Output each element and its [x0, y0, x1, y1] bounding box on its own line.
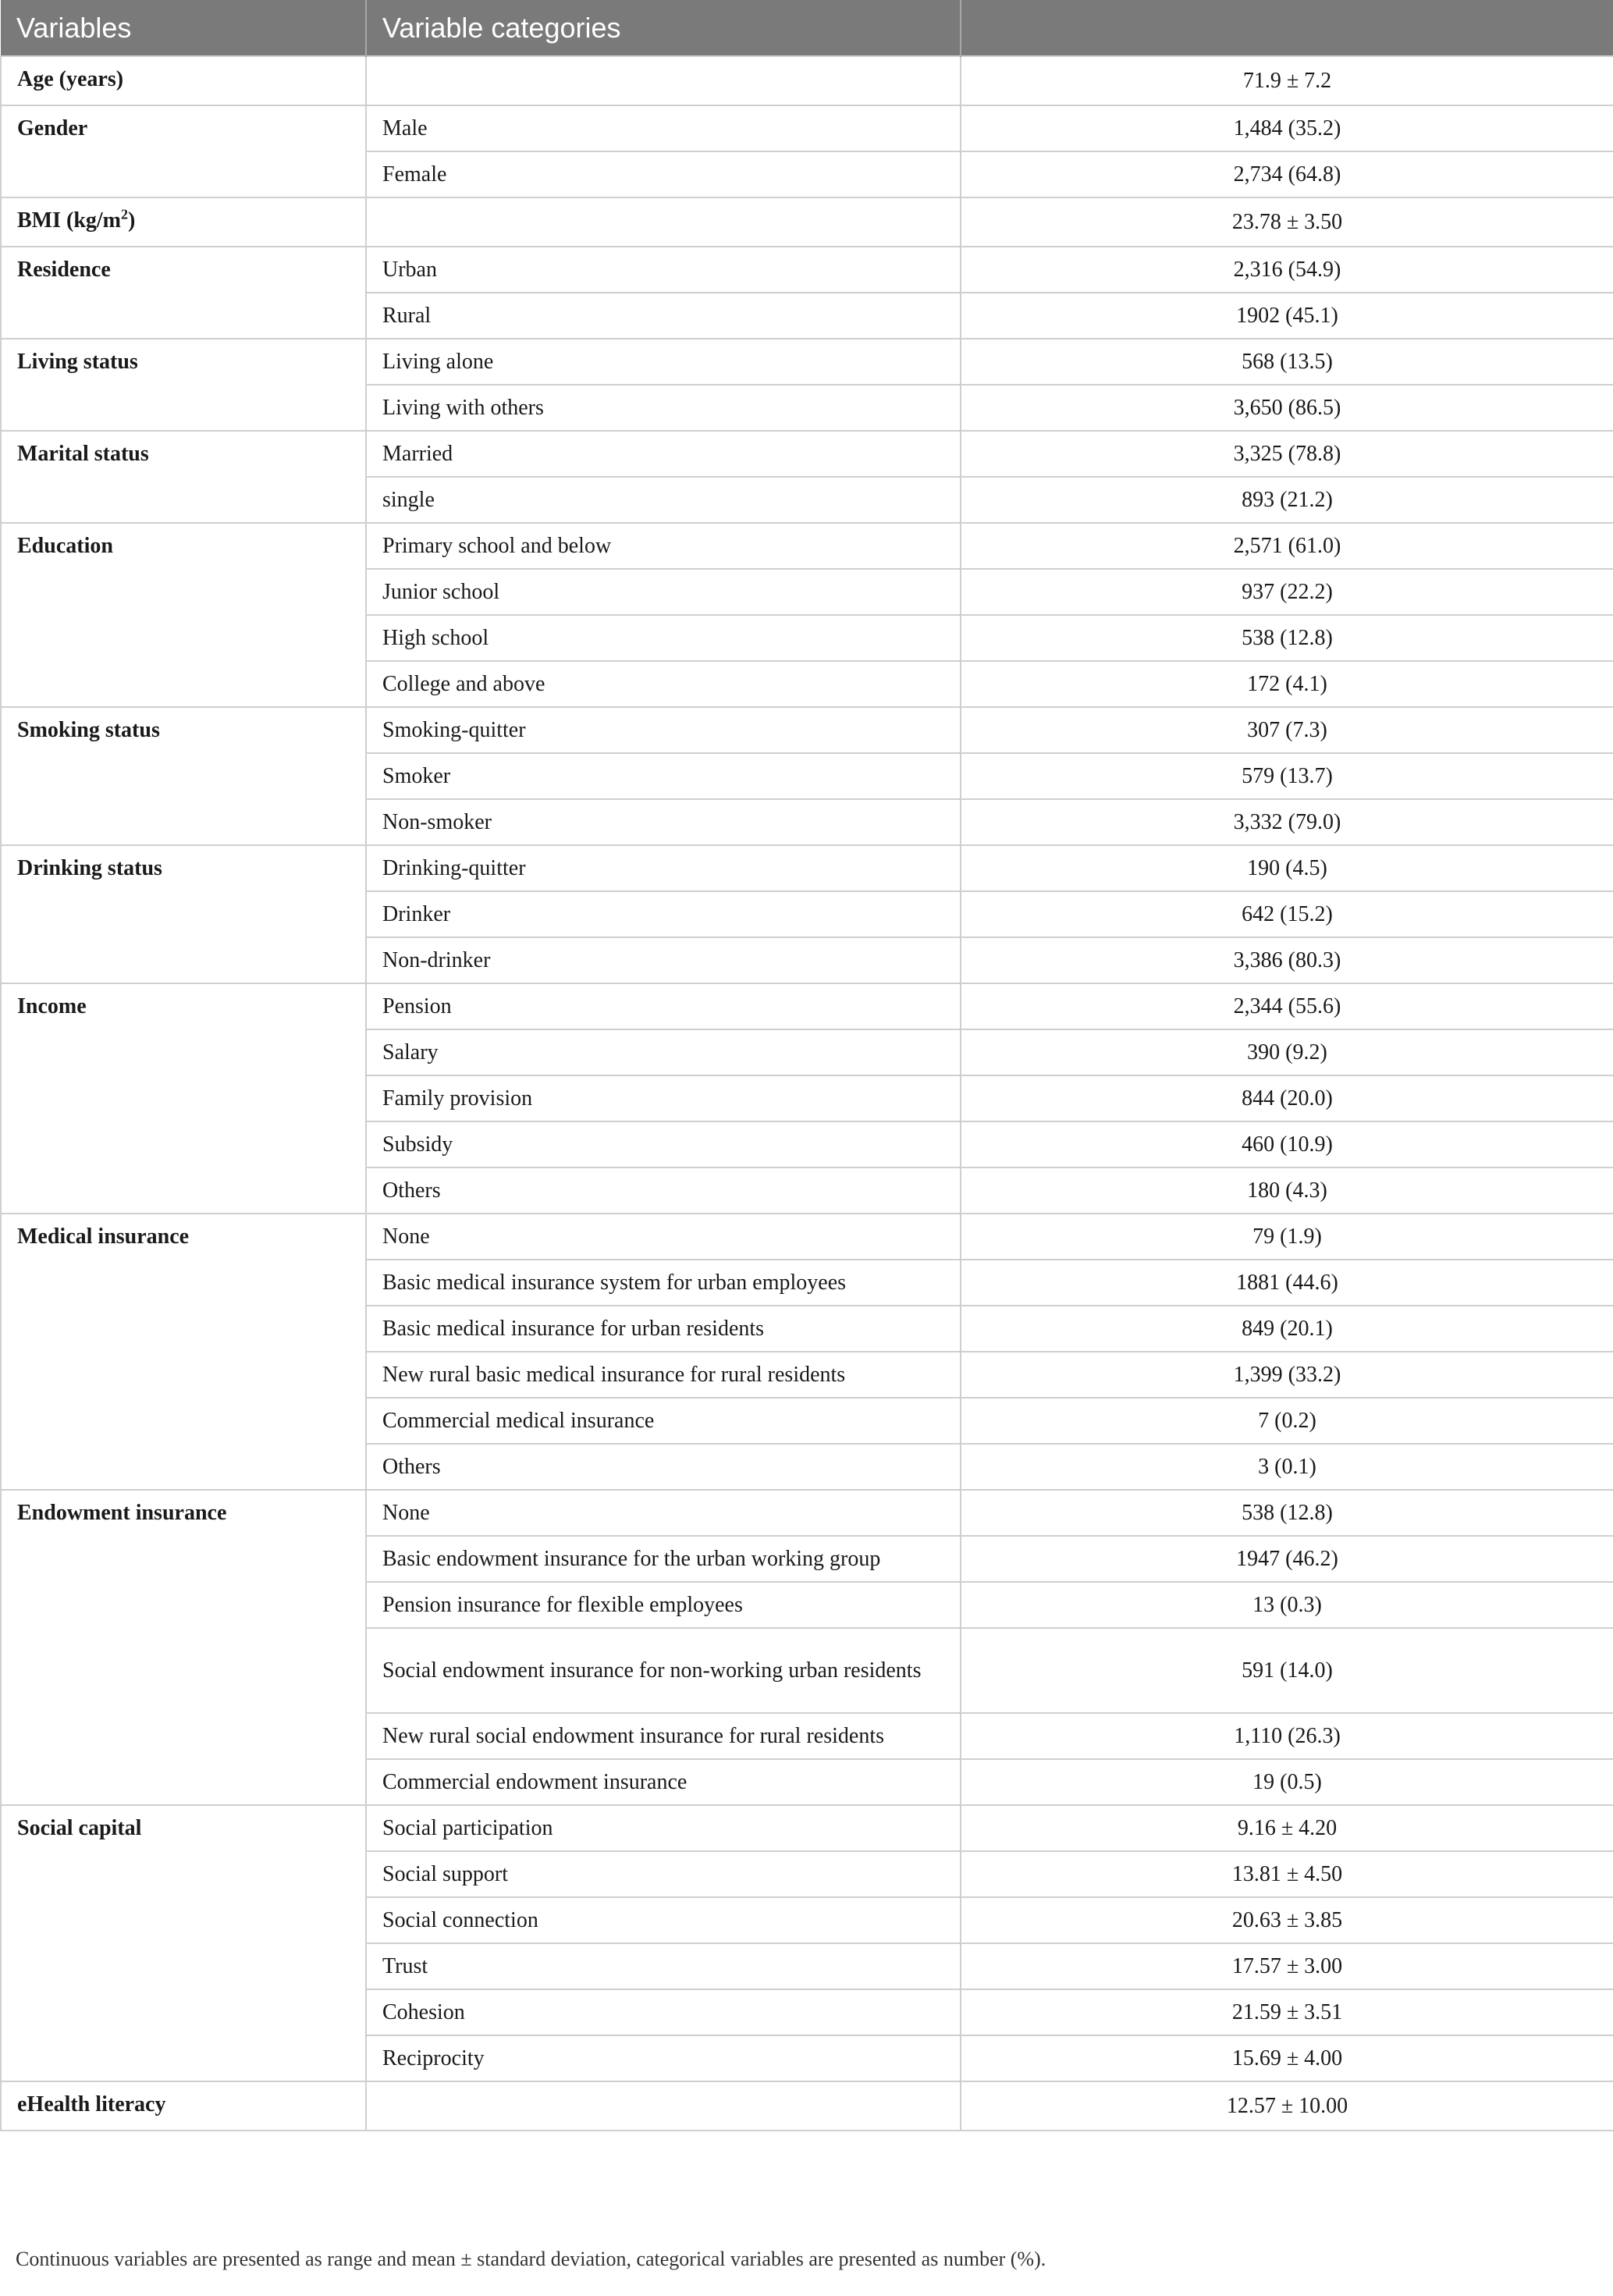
value-cell: 460 (10.9)	[961, 1121, 1613, 1168]
variable-label: Income	[17, 994, 87, 1018]
value-cell: 21.59 ± 3.51	[961, 1989, 1613, 2035]
category-cell: Pension insurance for flexible employees	[366, 1582, 961, 1628]
variable-cell	[1, 105, 366, 197]
value-cell: 180 (4.3)	[961, 1168, 1613, 1214]
variable-label: Education	[17, 534, 113, 558]
category-cell: Others	[366, 1444, 961, 1490]
category-cell: Subsidy	[366, 1121, 961, 1168]
category-cell: College and above	[366, 661, 961, 707]
category-cell: Cohesion	[366, 1989, 961, 2035]
header-variable-categories: Variable categories	[366, 0, 961, 56]
value-cell: 579 (13.7)	[961, 753, 1613, 799]
value-cell: 17.57 ± 3.00	[961, 1943, 1613, 1989]
variable-label: Drinking status	[17, 856, 162, 880]
category-cell: Trust	[366, 1943, 961, 1989]
variable-label: Medical insurance	[17, 1224, 190, 1249]
category-cell: Urban	[366, 247, 961, 293]
table-row	[1, 983, 1613, 1029]
header-variables: Variables	[1, 0, 366, 56]
value-cell: 937 (22.2)	[961, 569, 1613, 615]
value-cell: 20.63 ± 3.85	[961, 1897, 1613, 1943]
value-cell: 12.57 ± 10.00	[961, 2081, 1613, 2131]
category-cell: Female	[366, 151, 961, 197]
category-cell: Drinking-quitter	[366, 845, 961, 891]
variable-label: Marital status	[17, 442, 149, 466]
value-cell: 13.81 ± 4.50	[961, 1851, 1613, 1897]
table-header-row	[1, 0, 1613, 56]
variable-cell	[1, 247, 366, 339]
value-cell: 893 (21.2)	[961, 477, 1613, 523]
category-cell: Commercial endowment insurance	[366, 1759, 961, 1805]
value-cell: 1947 (46.2)	[961, 1536, 1613, 1582]
value-cell: 538 (12.8)	[961, 1490, 1613, 1536]
variable-cell	[1, 431, 366, 523]
category-cell: Male	[366, 105, 961, 151]
value-cell: 642 (15.2)	[961, 891, 1613, 937]
variable-label: Endowment insurance	[17, 1501, 227, 1525]
category-cell: Non-drinker	[366, 937, 961, 983]
value-cell: 568 (13.5)	[961, 339, 1613, 385]
variable-cell	[1, 197, 366, 247]
value-cell: 172 (4.1)	[961, 661, 1613, 707]
category-cell: Basic medical insurance for urban residents	[366, 1306, 961, 1352]
category-cell: Basic medical insurance system for urban employees	[366, 1260, 961, 1306]
value-cell: 19 (0.5)	[961, 1759, 1613, 1805]
value-cell: 390 (9.2)	[961, 1029, 1613, 1075]
value-cell: 3,386 (80.3)	[961, 937, 1613, 983]
value-cell: 1881 (44.6)	[961, 1260, 1613, 1306]
table-row	[1, 1214, 1613, 1260]
category-cell: Smoker	[366, 753, 961, 799]
value-cell: 1,399 (33.2)	[961, 1352, 1613, 1398]
variable-cell	[1, 523, 366, 707]
category-cell: Pension	[366, 983, 961, 1029]
category-cell: None	[366, 1214, 961, 1260]
variable-label: Age (years)	[17, 67, 124, 91]
header-values	[961, 0, 1613, 56]
category-cell: Social endowment insurance for non-working urban residents	[366, 1628, 961, 1713]
category-cell: Commercial medical insurance	[366, 1398, 961, 1444]
variable-label: Residence	[17, 258, 111, 282]
category-cell: Smoking-quitter	[366, 707, 961, 753]
category-cell: Basic endowment insurance for the urban working group	[366, 1536, 961, 1582]
table-row	[1, 707, 1613, 753]
table-row	[1, 247, 1613, 293]
table-row	[1, 431, 1613, 477]
category-cell: New rural social endowment insurance for rural residents	[366, 1713, 961, 1759]
value-cell: 1,110 (26.3)	[961, 1713, 1613, 1759]
variable-label: Social capital	[17, 1816, 142, 1840]
value-cell: 2,571 (61.0)	[961, 523, 1613, 569]
value-cell: 13 (0.3)	[961, 1582, 1613, 1628]
variable-cell	[1, 1805, 366, 2081]
value-cell: 15.69 ± 4.00	[961, 2035, 1613, 2081]
category-cell: Married	[366, 431, 961, 477]
value-cell: 190 (4.5)	[961, 845, 1613, 891]
category-cell: Junior school	[366, 569, 961, 615]
value-cell: 2,344 (55.6)	[961, 983, 1613, 1029]
value-cell: 1,484 (35.2)	[961, 105, 1613, 151]
value-cell: 3,325 (78.8)	[961, 431, 1613, 477]
value-cell: 3,650 (86.5)	[961, 385, 1613, 431]
category-cell: Living alone	[366, 339, 961, 385]
table-row	[1, 105, 1613, 151]
variable-superscript: 2	[121, 206, 128, 222]
value-cell: 538 (12.8)	[961, 615, 1613, 661]
table-footnote: Continuous variables are presented as range and mean ± standard deviation, categorical variables are presented as number (%).	[16, 2248, 1046, 2270]
variable-cell	[1, 56, 366, 105]
value-cell: 1902 (45.1)	[961, 293, 1613, 339]
category-cell: None	[366, 1490, 961, 1536]
variable-label: eHealth literacy	[17, 2092, 166, 2117]
category-cell	[366, 2081, 961, 2131]
table-row	[1, 197, 1613, 247]
category-cell: Others	[366, 1168, 961, 1214]
category-cell: Social connection	[366, 1897, 961, 1943]
category-cell	[366, 197, 961, 247]
value-cell: 3 (0.1)	[961, 1444, 1613, 1490]
value-cell: 844 (20.0)	[961, 1075, 1613, 1121]
category-cell: Reciprocity	[366, 2035, 961, 2081]
category-cell: High school	[366, 615, 961, 661]
category-cell: Social participation	[366, 1805, 961, 1851]
table-row	[1, 2081, 1613, 2131]
value-cell: 307 (7.3)	[961, 707, 1613, 753]
category-cell: Primary school and below	[366, 523, 961, 569]
category-cell	[366, 56, 961, 105]
category-cell: single	[366, 477, 961, 523]
variable-cell	[1, 845, 366, 983]
table-row	[1, 1805, 1613, 1851]
value-cell: 9.16 ± 4.20	[961, 1805, 1613, 1851]
variable-cell	[1, 983, 366, 1214]
variable-label: Smoking status	[17, 718, 160, 742]
category-cell: Social support	[366, 1851, 961, 1897]
value-cell: 3,332 (79.0)	[961, 799, 1613, 845]
value-cell: 2,316 (54.9)	[961, 247, 1613, 293]
value-cell: 7 (0.2)	[961, 1398, 1613, 1444]
category-cell: Family provision	[366, 1075, 961, 1121]
value-cell: 591 (14.0)	[961, 1628, 1613, 1713]
table-row	[1, 1490, 1613, 1536]
variable-label: BMI (kg/m	[17, 208, 121, 233]
category-cell: Non-smoker	[366, 799, 961, 845]
table-body	[1, 56, 1613, 2131]
variable-label: Gender	[17, 116, 88, 140]
value-cell: 71.9 ± 7.2	[961, 56, 1613, 105]
variable-cell	[1, 339, 366, 431]
value-cell: 849 (20.1)	[961, 1306, 1613, 1352]
variable-label: Living status	[17, 350, 138, 374]
table-row	[1, 845, 1613, 891]
category-cell: Salary	[366, 1029, 961, 1075]
variable-cell	[1, 707, 366, 845]
table-row	[1, 339, 1613, 385]
value-cell: 23.78 ± 3.50	[961, 197, 1613, 247]
category-cell: Rural	[366, 293, 961, 339]
category-cell: Drinker	[366, 891, 961, 937]
category-cell: New rural basic medical insurance for rural residents	[366, 1352, 961, 1398]
variable-cell	[1, 1490, 366, 1805]
value-cell: 79 (1.9)	[961, 1214, 1613, 1260]
variable-cell	[1, 2081, 366, 2131]
category-cell: Living with others	[366, 385, 961, 431]
variable-label-tail: )	[128, 208, 136, 233]
table-row	[1, 56, 1613, 105]
table-row	[1, 523, 1613, 569]
variable-cell	[1, 1214, 366, 1490]
value-cell: 2,734 (64.8)	[961, 151, 1613, 197]
